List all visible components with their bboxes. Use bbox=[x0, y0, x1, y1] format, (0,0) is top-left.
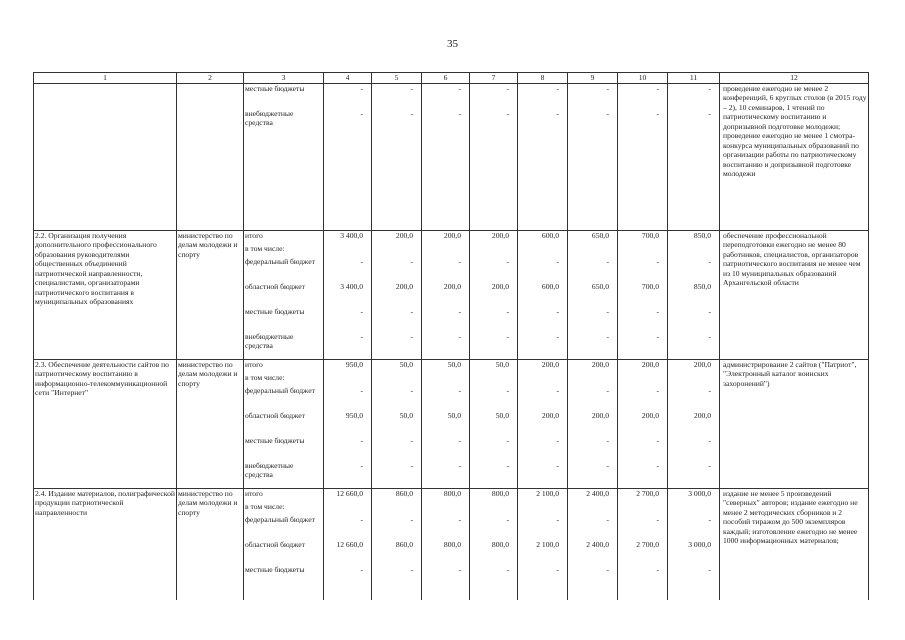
value-cell bbox=[470, 83, 518, 230]
funding-source-label: областной бюджет bbox=[245, 410, 305, 420]
amount-value: - bbox=[506, 83, 509, 93]
amount-value: - bbox=[556, 385, 559, 395]
value-cell bbox=[422, 488, 470, 600]
amount-value: 800,0 bbox=[443, 488, 461, 498]
amount-value bbox=[618, 244, 667, 257]
amount-value bbox=[618, 373, 667, 386]
amount-value bbox=[568, 373, 617, 386]
amount-value: - bbox=[360, 256, 363, 266]
col-header: 11 bbox=[668, 73, 720, 84]
funding-source-label: местные бюджеты bbox=[245, 83, 305, 93]
amount-value: - bbox=[506, 514, 509, 524]
executor-cell: министерство по делам молодежи и спорту bbox=[177, 230, 244, 359]
amount-value: 800,0 bbox=[491, 539, 509, 549]
amount-value bbox=[618, 502, 667, 515]
amount-value: - bbox=[656, 435, 659, 445]
amount-value: 200,0 bbox=[641, 359, 659, 369]
funding-source-label: местные бюджеты bbox=[245, 435, 305, 445]
funding-source-cell bbox=[244, 359, 324, 488]
amount-value: - bbox=[506, 460, 509, 470]
amount-value: - bbox=[656, 331, 659, 341]
amount-value: - bbox=[410, 108, 413, 118]
amount-value: - bbox=[410, 514, 413, 524]
amount-value: - bbox=[606, 385, 609, 395]
col-header: 4 bbox=[324, 73, 372, 84]
amount-value: - bbox=[556, 331, 559, 341]
amount-value: - bbox=[506, 256, 509, 266]
amount-value: - bbox=[506, 435, 509, 445]
funding-source-label: внебюджетные средства bbox=[245, 108, 294, 127]
value-cell bbox=[470, 488, 518, 600]
amount-value: 650,0 bbox=[591, 281, 609, 291]
amount-value bbox=[324, 502, 371, 515]
amount-value: - bbox=[410, 385, 413, 395]
value-cell bbox=[518, 488, 568, 600]
value-cell bbox=[568, 488, 618, 600]
amount-value: 3 400,0 bbox=[340, 281, 363, 291]
funding-source-label: местные бюджеты bbox=[245, 306, 305, 316]
measure-name-cell bbox=[34, 83, 177, 230]
amount-value bbox=[518, 244, 567, 257]
col-header: 9 bbox=[568, 73, 618, 84]
amount-value: 950,0 bbox=[345, 359, 363, 369]
funding-source-label: федеральный бюджет bbox=[245, 514, 315, 524]
amount-value: 600,0 bbox=[541, 281, 559, 291]
amount-value: 700,0 bbox=[641, 230, 659, 240]
value-cell bbox=[668, 83, 720, 230]
value-cell bbox=[618, 359, 668, 488]
amount-value: 3 400,0 bbox=[340, 230, 363, 240]
amount-value: 200,0 bbox=[443, 230, 461, 240]
expected-result-cell: проведение ежегодно не менее 2 конференций, 6 круглых столов (в 2015 году – 2), 10 семинаров, 1 чтений по патриотическому воспитанию и допризывной подготовке молодежи; проведение ежегодно не менее 1 смотра-конкурса муниципальных образований по организации работы по патриотическому воспитанию и допризывной подготовке молодежи bbox=[720, 83, 869, 230]
amount-value: - bbox=[506, 564, 509, 574]
table-row bbox=[34, 83, 869, 230]
header-row bbox=[34, 73, 869, 84]
amount-value: - bbox=[360, 514, 363, 524]
amount-value bbox=[422, 373, 469, 386]
amount-value: 50,0 bbox=[447, 359, 461, 369]
amount-value: 2 100,0 bbox=[536, 488, 559, 498]
amount-value: - bbox=[410, 331, 413, 341]
amount-value: - bbox=[458, 331, 461, 341]
value-cell bbox=[568, 230, 618, 359]
amount-value bbox=[372, 502, 421, 515]
amount-value: - bbox=[360, 306, 363, 316]
amount-value: - bbox=[656, 306, 659, 316]
col-header: 1 bbox=[34, 73, 177, 84]
amount-value: - bbox=[708, 435, 711, 445]
amount-value: - bbox=[556, 256, 559, 266]
col-header: 6 bbox=[422, 73, 470, 84]
amount-value: - bbox=[410, 306, 413, 316]
amount-value: - bbox=[656, 460, 659, 470]
table-row bbox=[34, 359, 869, 488]
amount-value: 800,0 bbox=[491, 488, 509, 498]
amount-value bbox=[324, 244, 371, 257]
amount-value: 2 400,0 bbox=[586, 488, 609, 498]
amount-value: - bbox=[606, 108, 609, 118]
amount-value: 50,0 bbox=[495, 359, 509, 369]
funding-source-label: местные бюджеты bbox=[245, 564, 305, 574]
amount-value: - bbox=[506, 108, 509, 118]
amount-value: - bbox=[656, 83, 659, 93]
amount-value: 3 000,0 bbox=[688, 539, 711, 549]
value-cell bbox=[518, 83, 568, 230]
amount-value: - bbox=[656, 564, 659, 574]
amount-value: - bbox=[360, 385, 363, 395]
amount-value: - bbox=[606, 564, 609, 574]
amount-value bbox=[372, 373, 421, 386]
funding-source-label: итого bbox=[245, 230, 263, 240]
amount-value: - bbox=[606, 83, 609, 93]
amount-value: 200,0 bbox=[443, 281, 461, 291]
measure-name-cell: 2.2. Организация получения дополнительного профессионального образования руководителями общественных объединений патриотической направленности, специалистами, организаторами патриотического воспитания в муниципальных образованиях bbox=[34, 230, 177, 359]
amount-value: - bbox=[506, 331, 509, 341]
amount-value bbox=[568, 244, 617, 257]
executor-cell bbox=[177, 83, 244, 230]
amount-value: - bbox=[410, 83, 413, 93]
amount-value: - bbox=[458, 514, 461, 524]
amount-value: 850,0 bbox=[693, 281, 711, 291]
amount-value: - bbox=[360, 564, 363, 574]
amount-value: - bbox=[360, 435, 363, 445]
funding-source-label: областной бюджет bbox=[245, 281, 305, 291]
budget-table bbox=[33, 72, 869, 600]
amount-value bbox=[518, 502, 567, 515]
amount-value: 200,0 bbox=[491, 281, 509, 291]
table-row bbox=[34, 230, 869, 359]
amount-value: 200,0 bbox=[591, 410, 609, 420]
amount-value: - bbox=[708, 331, 711, 341]
amount-value: - bbox=[606, 435, 609, 445]
funding-source-label: итого bbox=[245, 359, 263, 369]
value-cell bbox=[324, 359, 372, 488]
amount-value: - bbox=[708, 108, 711, 118]
col-header: 7 bbox=[470, 73, 518, 84]
col-header: 3 bbox=[244, 73, 324, 84]
amount-value bbox=[470, 373, 517, 386]
amount-value: - bbox=[458, 108, 461, 118]
amount-value: 12 660,0 bbox=[336, 488, 363, 498]
amount-value: 50,0 bbox=[399, 410, 413, 420]
amount-value: 12 660,0 bbox=[336, 539, 363, 549]
amount-value bbox=[470, 244, 517, 257]
amount-value: - bbox=[360, 331, 363, 341]
value-cell bbox=[568, 83, 618, 230]
value-cell bbox=[372, 359, 422, 488]
amount-value bbox=[470, 502, 517, 515]
amount-value: - bbox=[458, 83, 461, 93]
value-cell bbox=[618, 83, 668, 230]
amount-value: - bbox=[708, 256, 711, 266]
value-cell bbox=[324, 230, 372, 359]
amount-value bbox=[372, 244, 421, 257]
executor-cell: министерство по делам молодежи и спорту bbox=[177, 488, 244, 600]
amount-value: 860,0 bbox=[395, 539, 413, 549]
amount-value: - bbox=[556, 83, 559, 93]
amount-value: 2 400,0 bbox=[586, 539, 609, 549]
value-cell bbox=[618, 488, 668, 600]
amount-value: - bbox=[506, 306, 509, 316]
amount-value: 200,0 bbox=[491, 230, 509, 240]
amount-value: - bbox=[556, 514, 559, 524]
amount-value: - bbox=[458, 564, 461, 574]
value-cell bbox=[668, 359, 720, 488]
measure-name-cell: 2.4. Издание материалов, полиграфической продукции патриотической направленности bbox=[34, 488, 177, 600]
amount-value bbox=[668, 244, 719, 257]
col-header: 5 bbox=[372, 73, 422, 84]
amount-value: 950,0 bbox=[345, 410, 363, 420]
value-cell bbox=[324, 83, 372, 230]
funding-source-label: областной бюджет bbox=[245, 539, 305, 549]
value-cell bbox=[518, 230, 568, 359]
amount-value: - bbox=[656, 256, 659, 266]
value-cell bbox=[372, 83, 422, 230]
amount-value: 200,0 bbox=[641, 410, 659, 420]
amount-value: - bbox=[606, 514, 609, 524]
amount-value: 650,0 bbox=[591, 230, 609, 240]
table-row bbox=[34, 488, 869, 600]
amount-value bbox=[422, 244, 469, 257]
amount-value: - bbox=[708, 564, 711, 574]
amount-value: - bbox=[556, 460, 559, 470]
amount-value: - bbox=[458, 385, 461, 395]
amount-value bbox=[668, 373, 719, 386]
amount-value: 700,0 bbox=[641, 281, 659, 291]
amount-value: - bbox=[360, 83, 363, 93]
amount-value: - bbox=[556, 564, 559, 574]
amount-value: 3 000,0 bbox=[688, 488, 711, 498]
value-cell bbox=[668, 488, 720, 600]
col-header: 10 bbox=[618, 73, 668, 84]
amount-value: 50,0 bbox=[495, 410, 509, 420]
funding-source-cell bbox=[244, 488, 324, 600]
amount-value: - bbox=[656, 514, 659, 524]
funding-source-label: федеральный бюджет bbox=[245, 385, 315, 395]
amount-value: - bbox=[458, 306, 461, 316]
amount-value: 50,0 bbox=[399, 359, 413, 369]
amount-value: - bbox=[410, 256, 413, 266]
amount-value: - bbox=[506, 385, 509, 395]
amount-value bbox=[568, 502, 617, 515]
amount-value: 2 700,0 bbox=[636, 488, 659, 498]
amount-value: - bbox=[360, 460, 363, 470]
amount-value: - bbox=[708, 306, 711, 316]
value-cell bbox=[470, 359, 518, 488]
amount-value: 200,0 bbox=[693, 410, 711, 420]
value-cell bbox=[422, 230, 470, 359]
amount-value: - bbox=[708, 460, 711, 470]
amount-value: 200,0 bbox=[591, 359, 609, 369]
amount-value: - bbox=[458, 435, 461, 445]
amount-value: 200,0 bbox=[693, 359, 711, 369]
amount-value: 200,0 bbox=[541, 359, 559, 369]
amount-value: - bbox=[458, 460, 461, 470]
amount-value: - bbox=[656, 385, 659, 395]
amount-value: - bbox=[410, 460, 413, 470]
col-header: 8 bbox=[518, 73, 568, 84]
amount-value bbox=[518, 373, 567, 386]
amount-value: - bbox=[606, 306, 609, 316]
amount-value: 200,0 bbox=[395, 281, 413, 291]
measure-name-cell: 2.3. Обеспечение деятельности сайтов по патриотическому воспитанию в информационно-телекоммуникационной сети "Интернет" bbox=[34, 359, 177, 488]
expected-result-cell: администрирование 2 сайтов ("Патриот", "Электронный каталог воинских захоронений") bbox=[720, 359, 869, 488]
amount-value: - bbox=[708, 83, 711, 93]
amount-value: 860,0 bbox=[395, 488, 413, 498]
value-cell bbox=[372, 488, 422, 600]
amount-value: 2 100,0 bbox=[536, 539, 559, 549]
col-header: 2 bbox=[177, 73, 244, 84]
value-cell bbox=[568, 359, 618, 488]
amount-value: 2 700,0 bbox=[636, 539, 659, 549]
funding-source-label: федеральный бюджет bbox=[245, 256, 315, 266]
value-cell bbox=[324, 488, 372, 600]
amount-value: - bbox=[410, 564, 413, 574]
value-cell bbox=[668, 230, 720, 359]
amount-value: - bbox=[708, 514, 711, 524]
amount-value: - bbox=[410, 435, 413, 445]
amount-value bbox=[668, 502, 719, 515]
amount-value: 850,0 bbox=[693, 230, 711, 240]
amount-value: - bbox=[556, 108, 559, 118]
funding-source-cell bbox=[244, 83, 324, 230]
amount-value: - bbox=[708, 385, 711, 395]
amount-value: 600,0 bbox=[541, 230, 559, 240]
amount-value: - bbox=[556, 435, 559, 445]
amount-value: - bbox=[556, 306, 559, 316]
amount-value: - bbox=[360, 108, 363, 118]
funding-source-label: внебюджетные средства bbox=[245, 460, 294, 479]
amount-value: - bbox=[606, 256, 609, 266]
amount-value: 800,0 bbox=[443, 539, 461, 549]
value-cell bbox=[470, 230, 518, 359]
value-cell bbox=[422, 359, 470, 488]
amount-value bbox=[324, 373, 371, 386]
col-header: 12 bbox=[720, 73, 869, 84]
value-cell bbox=[618, 230, 668, 359]
value-cell bbox=[422, 83, 470, 230]
amount-value: - bbox=[606, 331, 609, 341]
expected-result-cell: обеспечение профессиональной переподготовки ежегодно не менее 80 работников, специалистов, организаторов патриотического воспитания не менее чем из 10 муниципальных образований Архангельской области bbox=[720, 230, 869, 359]
executor-cell: министерство по делам молодежи и спорту bbox=[177, 359, 244, 488]
page-number: 35 bbox=[447, 38, 458, 50]
funding-source-label: в том числе: bbox=[245, 372, 285, 382]
amount-value bbox=[422, 502, 469, 515]
funding-source-cell bbox=[244, 230, 324, 359]
funding-source-label: в том числе: bbox=[245, 501, 285, 511]
funding-source-label: внебюджетные средства bbox=[245, 331, 294, 350]
amount-value: - bbox=[606, 460, 609, 470]
amount-value: - bbox=[656, 108, 659, 118]
value-cell bbox=[372, 230, 422, 359]
value-cell bbox=[518, 359, 568, 488]
expected-result-cell: издание не менее 5 произведений "северных" авторов; издание ежегодно не менее 2 методических сборников и 2 пособий тиражом до 500 экземпляров каждый; изготовление ежегодно не менее 1000 информационных материалов; bbox=[720, 488, 869, 600]
amount-value: 200,0 bbox=[395, 230, 413, 240]
amount-value: 50,0 bbox=[447, 410, 461, 420]
amount-value: 200,0 bbox=[541, 410, 559, 420]
amount-value: - bbox=[458, 256, 461, 266]
funding-source-label: в том числе: bbox=[245, 243, 285, 253]
funding-source-label: итого bbox=[245, 488, 263, 498]
